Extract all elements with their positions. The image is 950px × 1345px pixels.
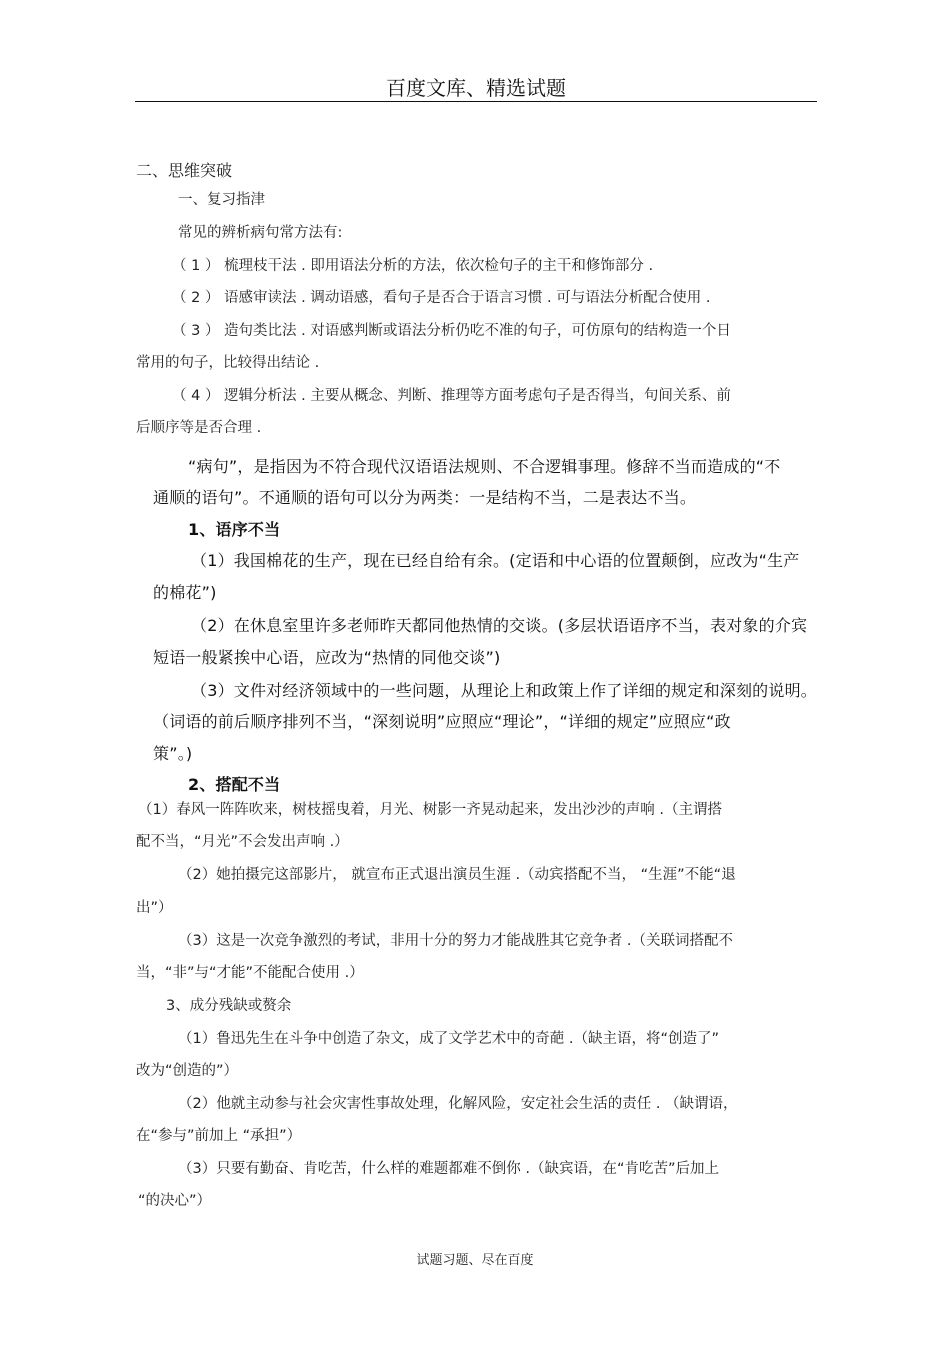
category-2-item-1-line2: 配不当，“月光”不会发出声响 .） bbox=[136, 834, 349, 850]
category-2-item-2-line1: （2）她拍摄完这部影片， 就宣布正式退出演员生涯 .（动宾搭配不当， “生涯”不能“退 bbox=[178, 867, 736, 883]
category-2-item-3-line2: 当，“非”与“才能”不能配合使用 .） bbox=[136, 965, 364, 981]
category-3-item-2-line1: （2）他就主动参与社会灾害性事故处理，化解风险，安定社会生活的责任 . （缺谓语， bbox=[178, 1096, 738, 1112]
method-1: （ 1 ） 梳理枝干法 . 即用语法分析的方法，依次检句子的主干和修饰部分 . bbox=[172, 258, 654, 274]
category-2-item-1-line1: （1）春风一阵阵吹来，树枝摇曳着，月光、树影一齐晃动起来，发出沙沙的声响 .（主谓搭 bbox=[138, 802, 722, 818]
category-1-item-1-line1: （1）我国棉花的生产，现在已经自给有余。(定语和中心语的位置颠倒，应改为“生产 bbox=[191, 551, 800, 570]
category-2-item-3-line1: （3）这是一次竞争激烈的考试，非用十分的努力才能战胜其它竞争者 .（关联词搭配不 bbox=[178, 933, 733, 949]
category-3-item-3-line1: （3）只要有勤奋、肯吃苦，什么样的难题都难不倒你 .（缺宾语，在“肯吃苦”后加上 bbox=[178, 1161, 719, 1177]
category-1-item-3-line1: （3）文件对经济领域中的一些问题，从理论上和政策上作了详细的规定和深刻的说明。 bbox=[191, 681, 817, 700]
category-3-item-1-line1: （1）鲁迅先生在斗争中创造了杂文，成了文学艺术中的奇葩 .（缺主语，将“创造了” bbox=[178, 1031, 719, 1047]
method-3-line2: 常用的句子，比较得出结论 . bbox=[136, 355, 320, 371]
category-3-item-1-line2: 改为“创造的”） bbox=[136, 1063, 239, 1079]
intro-text: 常见的辨析病句常方法有: bbox=[178, 225, 343, 241]
definition-line2: 通顺的语句”。不通顺的语句可以分为两类：一是结构不当，二是表达不当。 bbox=[153, 488, 697, 507]
method-3-line1: （ 3 ） 造句类比法 . 对语感判断或语法分析仍吃不准的句子，可仿原句的结构造一个日 bbox=[172, 323, 731, 339]
page-header-title: 百度文库、精选试题 bbox=[386, 76, 566, 100]
category-3-item-2-line2: 在“参与”前加上 “承担”） bbox=[136, 1128, 302, 1144]
category-3-title: 3、成分残缺或赘余 bbox=[166, 998, 292, 1014]
header-rule bbox=[135, 101, 817, 102]
category-1-item-2-line1: （2）在休息室里许多老师昨天都同他热情的交谈。(多层状语语序不当，表对象的介宾 bbox=[191, 616, 808, 635]
section-subtitle: 一、复习指津 bbox=[178, 192, 265, 208]
category-2-item-2-line2: 出”） bbox=[136, 900, 173, 916]
category-1-item-3-line2: （词语的前后顺序排列不当，“深刻说明”应照应“理论”，“详细的规定”应照应“政 bbox=[153, 712, 731, 731]
category-2-title: 2、搭配不当 bbox=[188, 775, 281, 794]
category-3-item-3-line2: “的决心”） bbox=[138, 1193, 212, 1209]
page-footer: 试题习题、尽在百度 bbox=[416, 1253, 534, 1268]
method-4-line2: 后顺序等是否合理 . bbox=[136, 420, 262, 436]
section-title: 二、思维突破 bbox=[136, 161, 233, 180]
definition-line1: “病句”，是指因为不符合现代汉语语法规则、不合逻辑事理。修辞不当而造成的“不 bbox=[188, 457, 781, 476]
method-2: （ 2 ） 语感审读法 . 调动语感，看句子是否合于语言习惯 . 可与语法分析配合使用 . bbox=[172, 290, 711, 306]
category-1-item-1-line2: 的棉花”) bbox=[153, 583, 217, 602]
category-1-item-2-line2: 短语一般紧挨中心语，应改为“热情的同他交谈”) bbox=[153, 648, 501, 667]
category-1-item-3-line3: 策”。) bbox=[153, 744, 193, 763]
category-1-title: 1、语序不当 bbox=[188, 520, 281, 539]
method-4-line1: （ 4 ） 逻辑分析法 . 主要从概念、判断、推理等方面考虑句子是否得当，句间关系、前 bbox=[172, 388, 731, 404]
